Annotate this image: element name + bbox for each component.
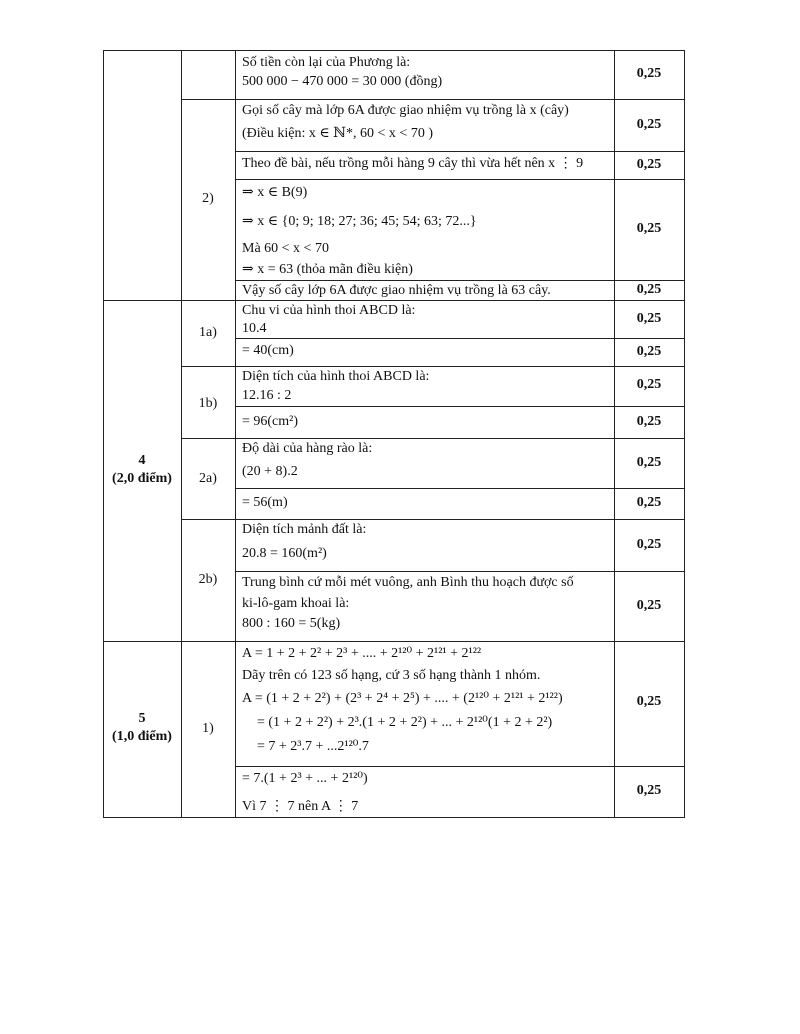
solution-line: = 7.(1 + 2³ + ... + 2¹²⁰) [242,771,368,786]
solution-line: = (1 + 2 + 2²) + 2³.(1 + 2 + 2²) + ... + 2¹²⁰(1 + 2 + 2²) [257,715,553,730]
solution-line: A = 1 + 2 + 2² + 2³ + .... + 2¹²⁰ + 2¹²¹ + 2¹²² [242,646,482,661]
question-number: 5 [138,711,146,726]
solution-line: Mà 60 < x < 70 [242,241,329,256]
question-5-label [103,710,181,746]
solution-line: Số tiền còn lại của Phương là: [242,55,411,70]
solution-line: = 56(m) [242,495,288,510]
question-4-label [103,452,181,488]
score-cell: 0,25 [636,117,662,132]
solution-line: Theo đề bài, nếu trồng mỗi hàng 9 cây thì vừa hết nên x ⋮ 9 [242,156,584,171]
solution-line: Vì 7 ⋮ 7 nên A ⋮ 7 [242,799,359,814]
score-cell: 0,25 [636,221,662,236]
solution-line: 20.8 = 160(m²) [242,546,327,561]
solution-line: Vậy số cây lớp 6A được giao nhiệm vụ trồng là 63 cây. [242,283,551,298]
question-number: 4 [138,453,146,468]
score-cell: 0,25 [636,157,662,172]
question-points: (2,0 điểm) [112,471,172,486]
score-cell: 0,25 [636,694,662,709]
solution-line: Độ dài của hàng rào là: [242,441,373,456]
solution-line: ⇒ x ∈ B(9) [242,185,308,200]
score-cell: 0,25 [636,344,662,359]
solution-line: A = (1 + 2 + 2²) + (2³ + 2⁴ + 2⁵) + .... + (2¹²⁰ + 2¹²¹ + 2¹²²) [242,691,563,706]
score-cell: 0,25 [636,598,662,613]
solution-line: = 96(cm²) [242,414,299,429]
solution-line: Gọi số cây mà lớp 6A được giao nhiệm vụ trồng là x (cây) [242,103,569,118]
solution-line: 500 000 − 470 000 = 30 000 (đồng) [242,74,443,89]
solution-line: (Điều kiện: x ∈ ℕ*, 60 < x < 70 ) [242,126,433,141]
solution-line: (20 + 8).2 [242,464,298,479]
part-label: 1b) [198,396,218,411]
part-label: 2) [202,191,214,206]
part-label: 1) [202,721,214,736]
solution-line: Trung bình cứ mỗi mét vuông, anh Bình thu hoạch được số [242,575,574,590]
score-cell: 0,25 [636,537,662,552]
part-label: 1a) [199,325,217,340]
solution-line: = 7 + 2³.7 + ...2¹²⁰.7 [257,739,369,754]
score-cell: 0,25 [636,495,662,510]
score-cell: 0,25 [636,455,662,470]
solution-line: ki-lô-gam khoai là: [242,596,350,611]
part-label: 2b) [198,572,218,587]
solution-line: = 40(cm) [242,343,294,358]
solution-line: 12.16 : 2 [242,388,292,403]
solution-line: Diện tích mảnh đất là: [242,522,367,537]
solution-line: Diện tích của hình thoi ABCD là: [242,369,430,384]
score-cell: 0,25 [636,282,662,297]
solution-line: ⇒ x = 63 (thỏa mãn điều kiện) [242,262,413,277]
solution-line: Dãy trên có 123 số hạng, cứ 3 số hạng thành 1 nhóm. [242,668,541,683]
score-cell: 0,25 [636,66,662,81]
part-label: 2a) [199,471,217,486]
score-cell: 0,25 [636,783,662,798]
score-cell: 0,25 [636,311,662,326]
solution-line: ⇒ x ∈ {0; 9; 18; 27; 36; 45; 54; 63; 72...} [242,214,477,229]
solution-line: 10.4 [242,321,267,336]
solution-line: 800 : 160 = 5(kg) [242,616,341,631]
solution-line: Chu vi của hình thoi ABCD là: [242,303,416,318]
question-points: (1,0 điểm) [112,729,172,744]
score-cell: 0,25 [636,377,662,392]
score-cell: 0,25 [636,414,662,429]
